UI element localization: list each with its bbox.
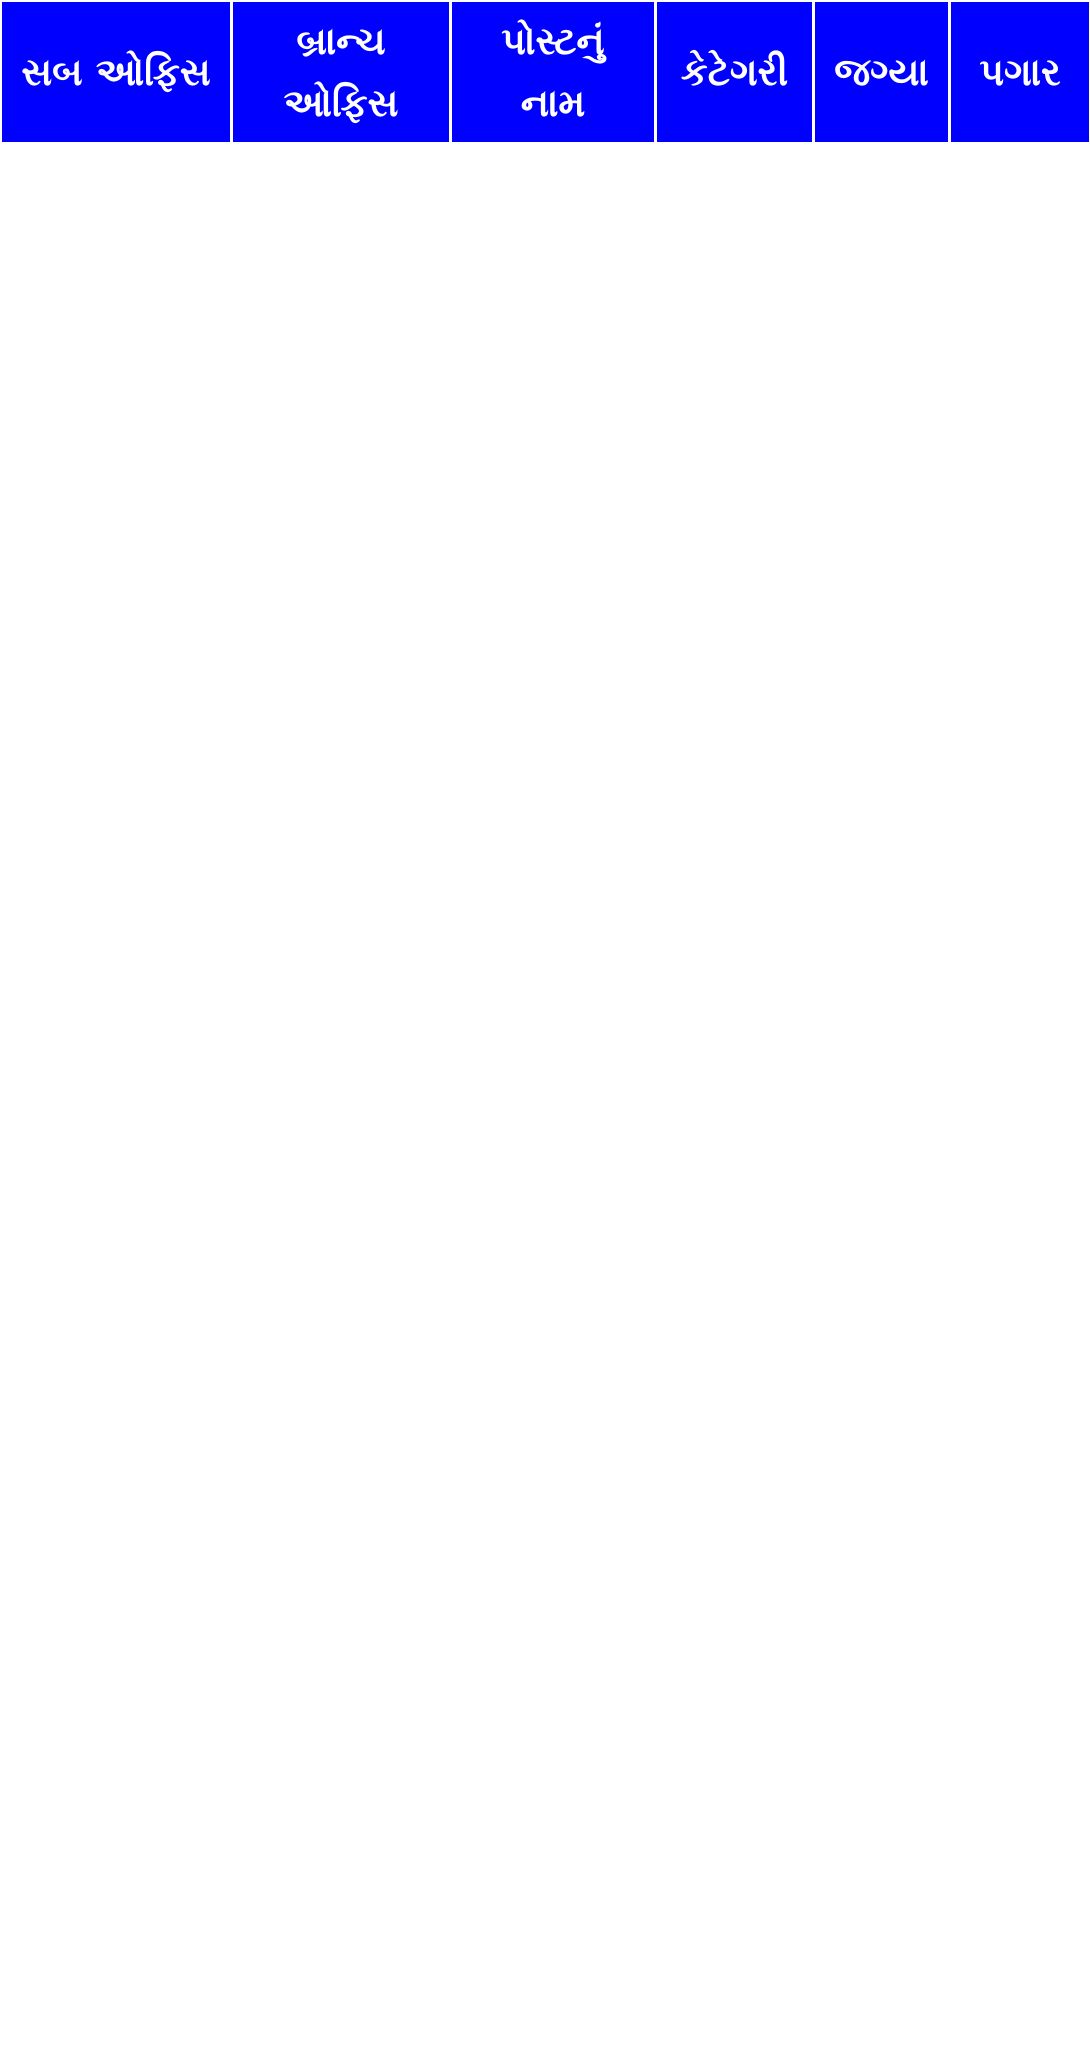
- vacancy-table: [2, 2, 1089, 142]
- header-sub-office: સબ ઓફિસ: [2, 2, 233, 142]
- vacancy-table-container: [2, 2, 1089, 142]
- table-header: [2, 2, 1089, 142]
- header-category: કેટેગરી: [657, 2, 815, 142]
- header-post-name: પોસ્ટનું નામ: [452, 2, 657, 142]
- header-row: [2, 2, 1089, 142]
- header-salary: પગાર: [951, 2, 1089, 142]
- header-branch-office: બ્રાન્ચ ઓફિસ: [233, 2, 452, 142]
- header-vacancies: જગ્યા: [815, 2, 951, 142]
